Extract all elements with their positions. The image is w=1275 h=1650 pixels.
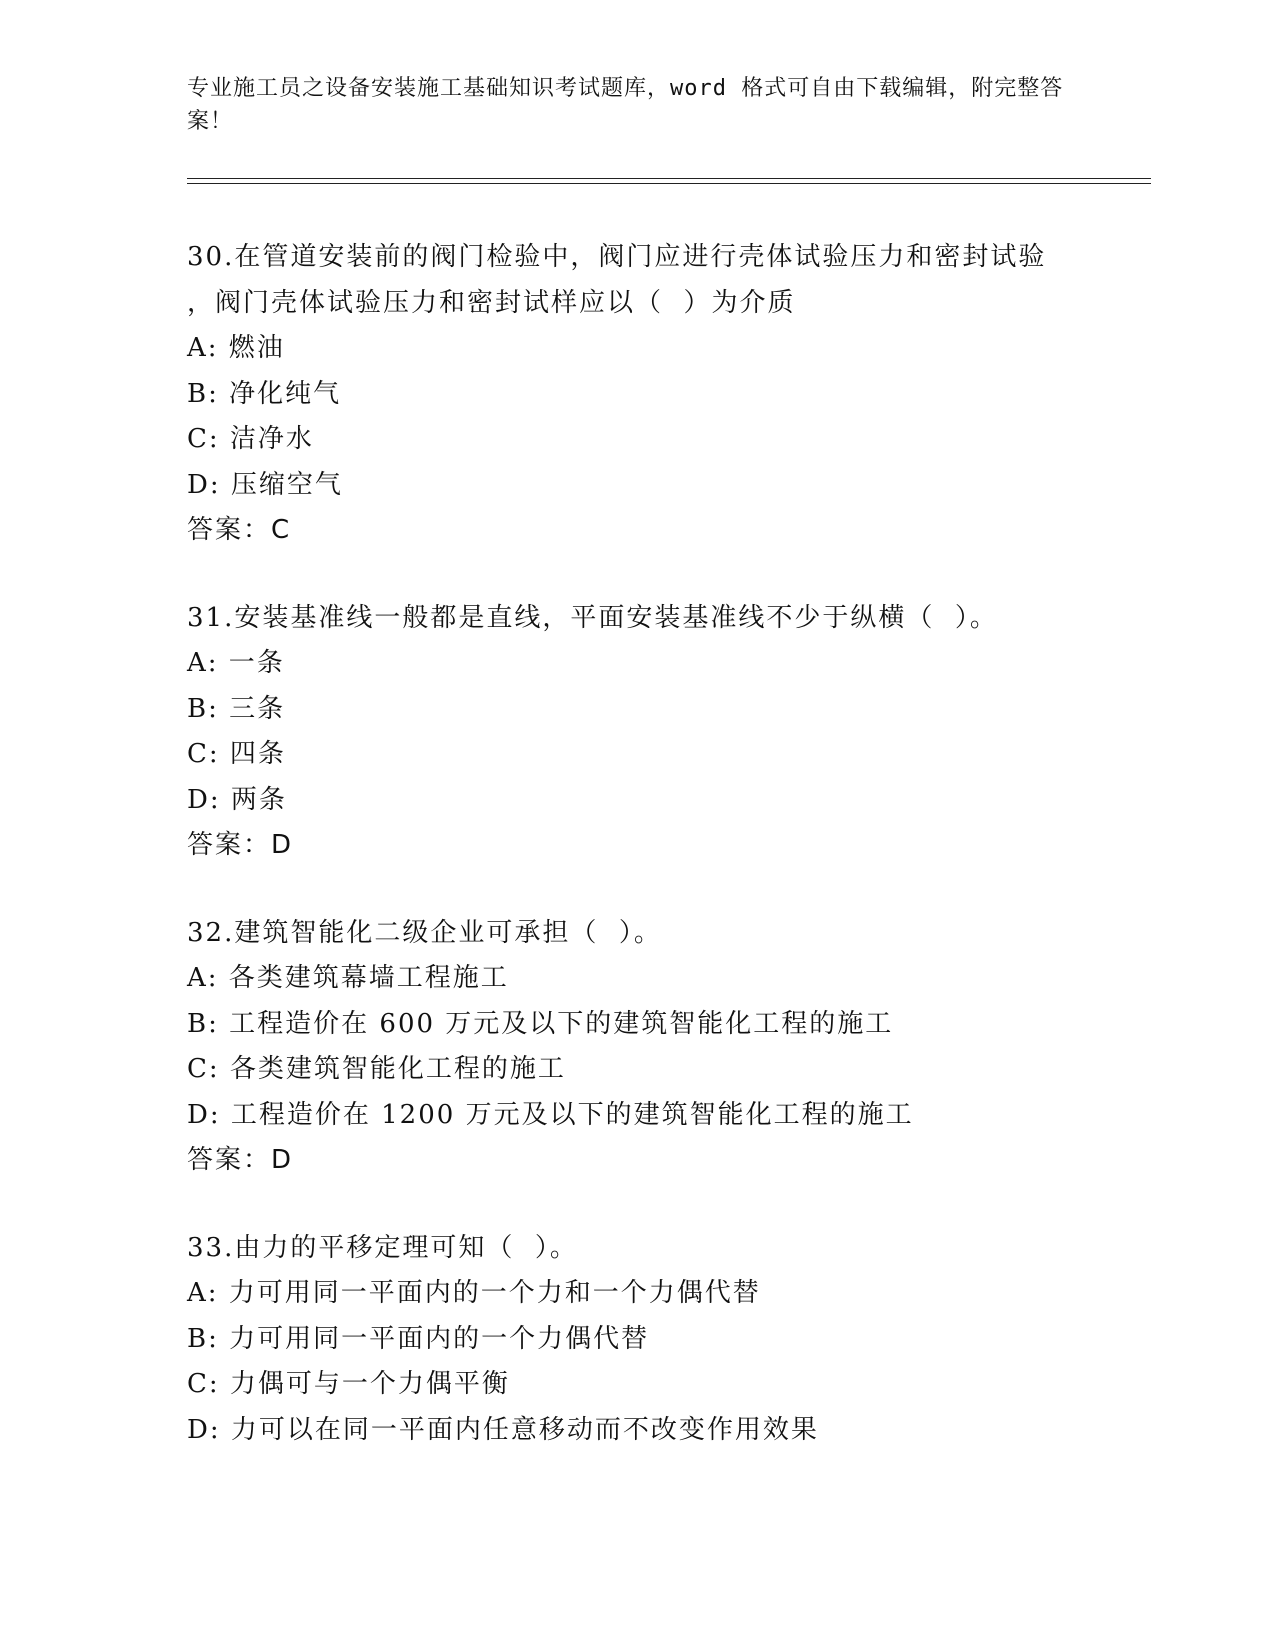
option-d: D: 两条: [187, 784, 287, 815]
question-stem: 30.在管道安装前的阀门检验中，阀门应进行壳体试验压力和密封试验 ，阀门壳体试验压力和密封试样应以（ ）为介质: [187, 242, 1047, 318]
option-a: A: 各类建筑幕墙工程施工: [187, 963, 509, 993]
answer: 答案：D: [187, 1145, 294, 1175]
question-30: [187, 235, 1087, 554]
question-stem: 31.安装基准线一般都是直线，平面安装基准线不少于纵横（ ）。: [187, 602, 998, 633]
option-d: D: 压缩空气: [187, 469, 343, 500]
question-31: [187, 596, 1087, 869]
option-b: B: 净化纯气: [187, 378, 342, 409]
header-divider-bottom: [187, 183, 1151, 184]
option-b: B: 力可用同一平面内的一个力偶代替: [187, 1323, 650, 1354]
document-header: 专业施工员之设备安装施工基础知识考试题库，word 格式可自由下载编辑，附完整答案！: [187, 76, 1064, 134]
option-d: D: 工程造价在 1200 万元及以下的建筑智能化工程的施工: [187, 1099, 914, 1130]
header-divider-top: [187, 178, 1151, 179]
question-list: [187, 235, 1087, 1495]
question-stem: 32.建筑智能化二级企业可承担（ ）。: [187, 917, 662, 948]
option-c: C: 力偶可与一个力偶平衡: [187, 1369, 510, 1399]
option-a: A: 燃油: [187, 333, 285, 363]
answer: 答案：C: [187, 515, 292, 545]
option-b: B: 工程造价在 600 万元及以下的建筑智能化工程的施工: [187, 1008, 894, 1039]
question-stem: 33.由力的平移定理可知（ ）。: [187, 1232, 578, 1263]
option-a: A: 力可用同一平面内的一个力和一个力偶代替: [187, 1278, 761, 1308]
option-c: C: 四条: [187, 739, 286, 769]
option-c: C: 洁净水: [187, 424, 314, 454]
option-d: D: 力可以在同一平面内任意移动而不改变作用效果: [187, 1414, 819, 1445]
question-32: [187, 911, 1087, 1184]
option-a: A: 一条: [187, 648, 285, 678]
option-b: B: 三条: [187, 693, 286, 724]
question-33: [187, 1226, 1087, 1454]
option-c: C: 各类建筑智能化工程的施工: [187, 1054, 566, 1084]
answer: 答案：D: [187, 830, 294, 860]
